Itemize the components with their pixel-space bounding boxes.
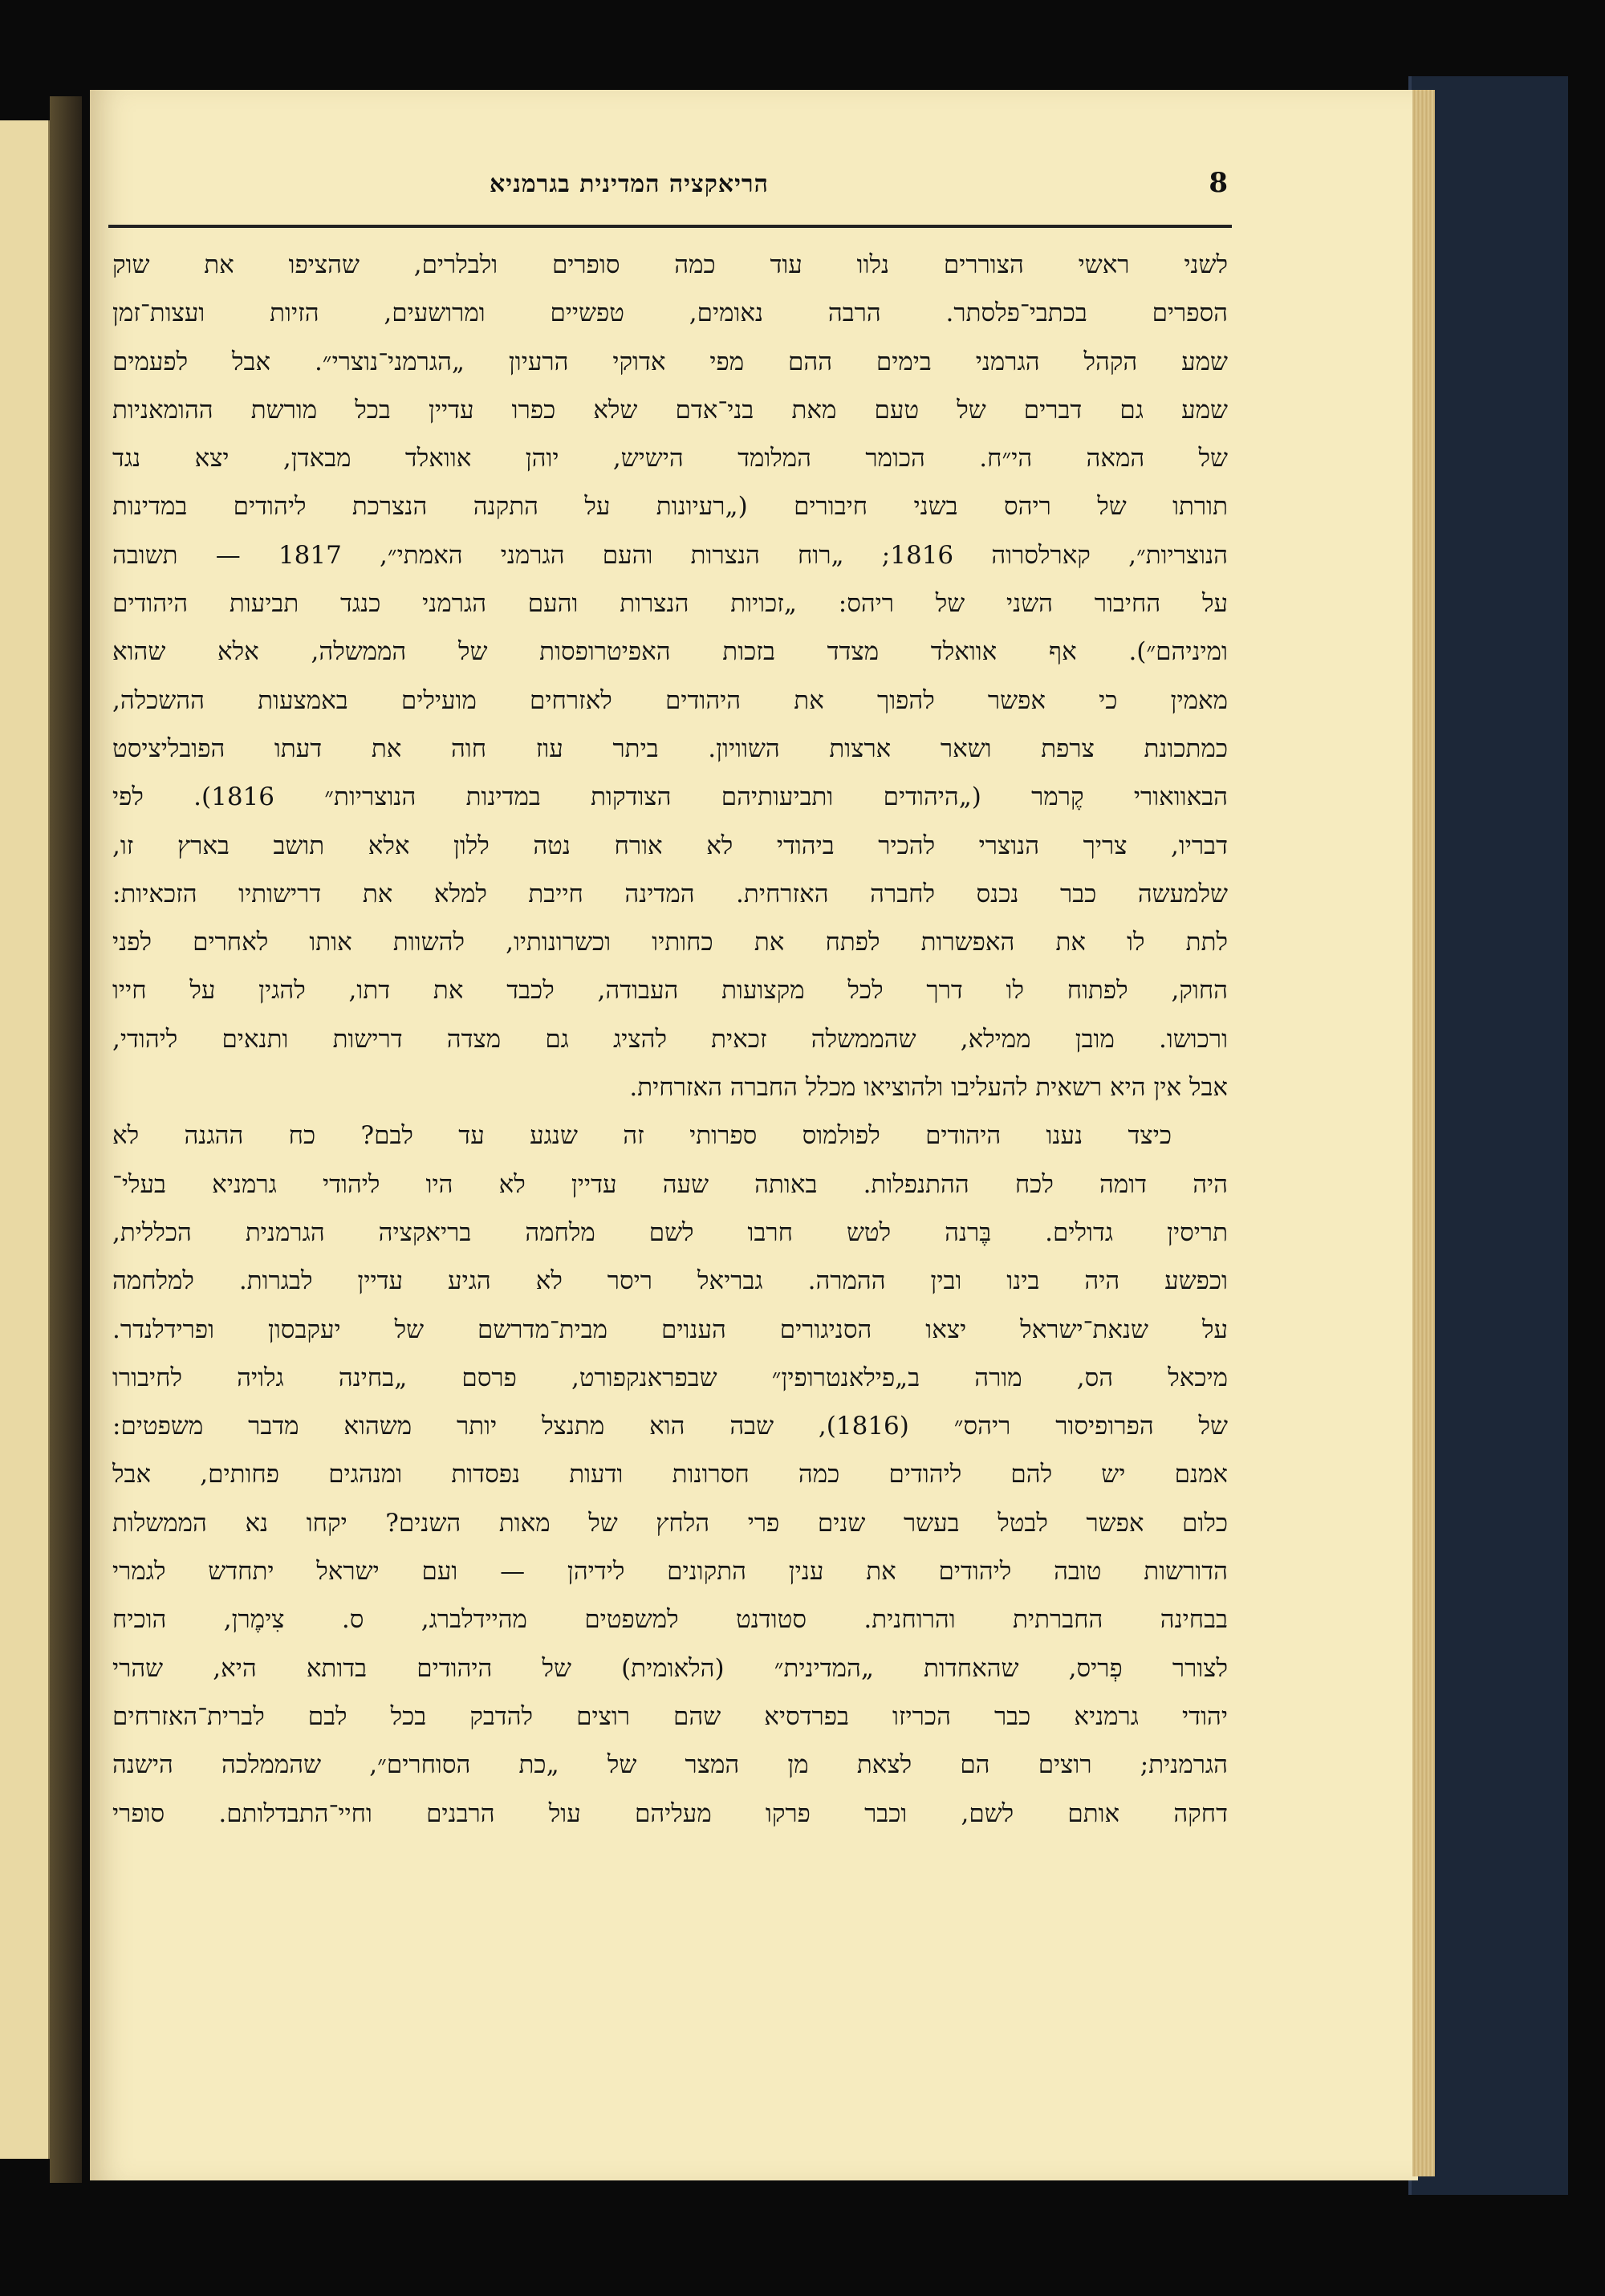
text-line: כיצד נענו היהודים לפולמוס ספרותי זה שנגע עד לבם? כח ההגנה לא: [112, 1121, 1172, 1151]
page-edges: [1412, 90, 1435, 2176]
text-line: על החיבור השני של ריהס: „זכויות הנצרות והעם הגרמני כנגד תביעות היהודים: [112, 589, 1228, 619]
text-line: מיכאל הס, מורה ב„פילאנטרופין״ שבפראנקפורט, פרסם „בחינה גלויה לחיבורו: [112, 1363, 1228, 1392]
running-head-title: הריאקציה המדינית בגרמניא: [490, 170, 769, 198]
text-line: שמע גם דברים של טעם מאת בני־אדם שלא כפרו עדיין בכל מורשת ההומאניות: [112, 395, 1228, 425]
text-line: לצורר פְריס, שהאחדות „המדינית״ (הלאומית) של היהודים בדותא היא, שהרי: [112, 1653, 1228, 1683]
text-line: היה דומה לכח ההתנפלות. באותה שעה עדיין לא היו ליהודי גרמניא בעלי־: [112, 1169, 1228, 1199]
text-line: ומיניהם״). אף אוואלד מצדד בזכות האפיטרופסות של הממשלה, אלא שהוא: [112, 637, 1228, 667]
text-line: דבריו, צריך הנוצרי להכיר ביהודי לא אורח נטה ללון אלא תושב בארץ זו,: [112, 831, 1228, 860]
text-line: הבאוואורי קֶרמר („היהודים ותביעותיהם הצודקות במדינות הנוצריות״ 1816). לפי: [112, 782, 1228, 812]
running-head: [112, 167, 1228, 215]
text-line: יהודי גרמניא כבר הכריזו בפרדסיא שהם רוצים להדבק בכל לבם לברית־האזרחים: [112, 1701, 1228, 1731]
text-line: הדורשות טובה ליהודים את ענין התקונים לידיהן — ועם ישראל יתחדש לגמרי: [112, 1557, 1228, 1587]
header-rule: [108, 225, 1232, 228]
text-line: אבל אין היא רשאית להעליבו ולהוציאו מכלל החברה האזרחית.: [629, 1073, 1228, 1103]
text-line: שמע הקהל הגרמני בימים ההם מפי אדוקי הרעיון „הגרמני־נוצרי״. אבל לפעמים: [112, 347, 1228, 376]
text-line: ורכושו. מובן ממילא, שהממשלה זכאית להציג גם מצדה דרישות ותנאים ליהודי,: [112, 1024, 1228, 1054]
body-text: [112, 241, 1228, 1838]
text-line: לשני ראשי הצוררים נלוו עוד כמה סופרים ולבלרים, שהציפו את שוק: [112, 250, 1228, 279]
text-line: הספרים בכתבי־פלסתר. הרבה נאומים, טפשיים ומרושעים, הזיות ועצות־זמן: [112, 299, 1228, 328]
text-line: שלמעשה כבר נכנס לחברה האזרחית. המדינה חייבת למלא את דרישותיו הזכאיות:: [112, 879, 1228, 908]
text-line: של הפרופיסור ריהס״ (1816), שבה הוא מתנצל יותר משהוא מדבר משפטים:: [112, 1412, 1228, 1441]
text-line: מאמין כי אפשר להפוך את היהודים לאזרחים מועילים באמצעות ההשכלה,: [112, 685, 1228, 715]
text-line: הנוצריות״, קארלסרוה 1816; „רוח הנצרות והעם הגרמני האמתי״, 1817 — תשובה: [112, 540, 1228, 570]
text-line: כלום אפשר לבטל בעשר שנים פרי הלחץ של מאות השנים? יקחו נא הממשלות: [112, 1508, 1228, 1538]
paragraph-1: [112, 241, 1228, 1111]
text-line: כמתכונת צרפת ושאר ארצות השוויון. ביתר עוז חוה את דעתו הפובליציסט: [112, 734, 1228, 763]
text-line: תורתו של ריהס בשני חיבורים („רעיונות על התקנה הנצרכת ליהודים במדינות: [112, 492, 1228, 522]
facing-page-edge: [0, 120, 51, 2159]
text-line: וכפשע היה בינו ובין ההמרה. גבריאל ריסר לא הגיע עדיין לבגרות. למלחמה: [112, 1266, 1228, 1296]
book-gutter: [50, 96, 82, 2183]
text-line: לתת לו את האפשרות לפתח את כחותיו וכשרונותיו, להשוות אותו לאחרים לפני: [112, 928, 1228, 957]
text-line: של המאה הי״ח. הכומר המלומד הישיש, יוהן אוואלד מבאדן, יצא נגד: [112, 444, 1228, 473]
text-line: דחקה אותם לשם, וכבר פרקו מעליהם עול הרבנים וחיי־התבדלותם. סופרי: [112, 1798, 1228, 1828]
text-line: החוק, לפתוח לו דרך לכל מקצועות העבודה, לכבד את דתו, להגין על חייו: [112, 976, 1228, 1006]
text-line: בבחינה החברתית והרוחנית. סטודנט למשפטים מהיידלברג, ס. צִימֶרן, הוכיח: [112, 1605, 1228, 1635]
text-line: הגרמנית; רוצים הם לצאת מן המצר של „כת הסוחרים״, שהממלכה הישנה: [112, 1750, 1228, 1780]
paragraph-2: [112, 1111, 1228, 1837]
text-line: תריסין גדולים. בֶּרנה לטש חרבו לשם מלחמה בריאקציה הגרמנית הכללית,: [112, 1217, 1228, 1247]
text-line: אמנם יש להם ליהודים כמה חסרונות ודעות נפסדות ומנהגים פחותים, אבל: [112, 1460, 1228, 1489]
page-number: 8: [1209, 167, 1228, 199]
text-line: על שנאת־ישראל יצאו הסניגורים הענוים מבית־מדרשם של יעקבסון ופרידלנדר.: [112, 1315, 1228, 1344]
